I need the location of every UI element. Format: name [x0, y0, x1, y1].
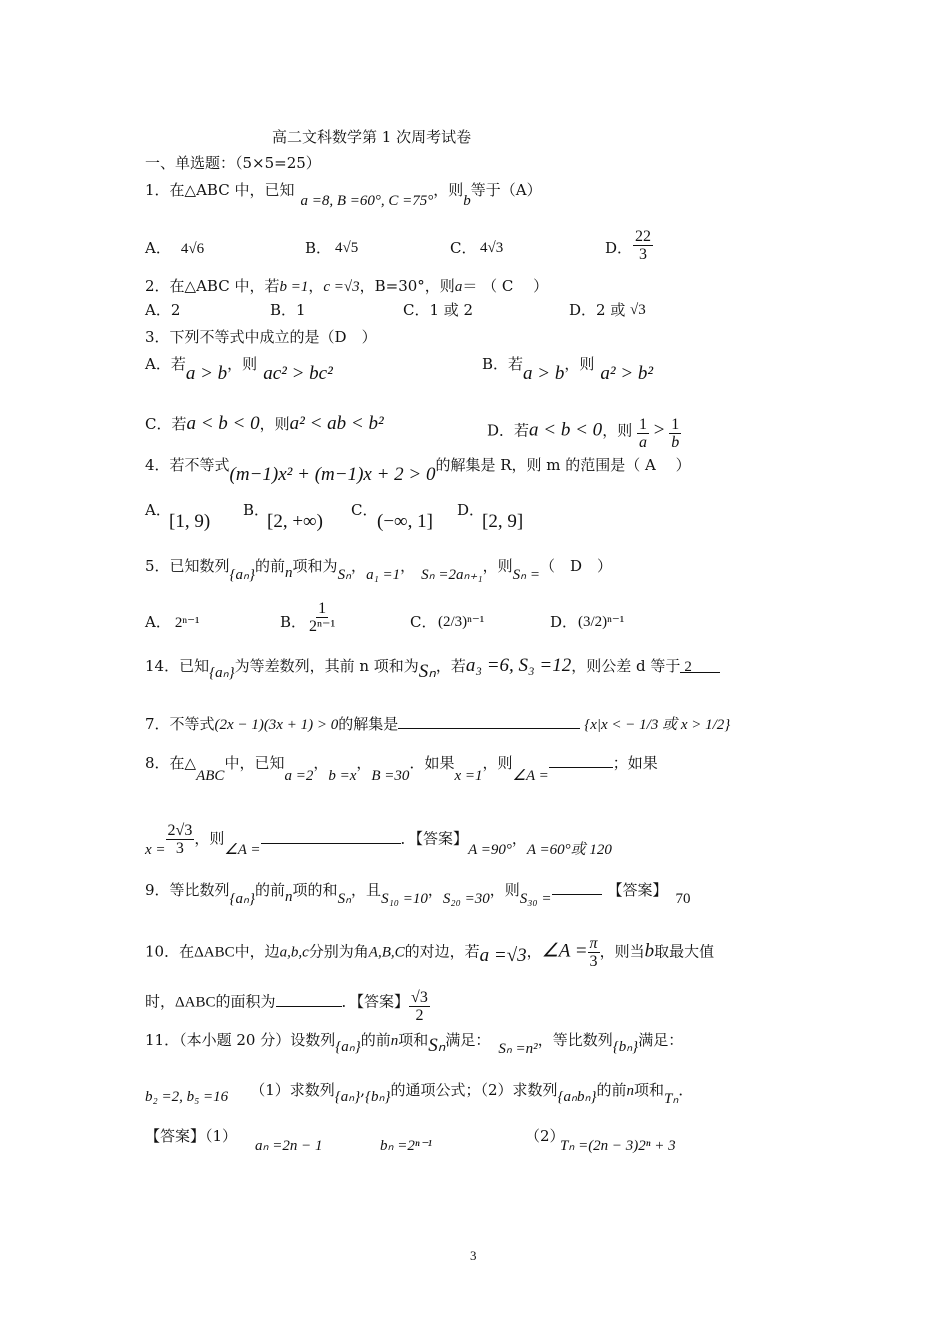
- q10-t1: 中，边: [234, 942, 280, 961]
- q10-ans-den: 2: [415, 1007, 424, 1024]
- q3-c-c2: a² < ab < b²: [289, 413, 384, 434]
- q8-c1: a =2: [284, 768, 314, 784]
- q8-blank-1: [549, 751, 613, 768]
- q3-d-frac2: [669, 416, 681, 451]
- q14-answer: 2: [684, 659, 692, 675]
- q4-opt-b-val: [2, +∞): [267, 511, 323, 532]
- question-2: [145, 276, 548, 297]
- q5-t1: 的前: [255, 557, 286, 575]
- q10-c2-den: 3: [589, 953, 598, 970]
- q7-expr: (2x − 1)(3x + 1) > 0: [214, 717, 339, 733]
- q9-t4: ，则: [489, 881, 520, 899]
- q11-an2: {aₙ}: [334, 1089, 361, 1105]
- question-3: 3．下列不等式中成立的是（D ）: [145, 328, 377, 346]
- q3-option-c: [145, 414, 384, 434]
- q10-line2b: 的面积为: [215, 992, 276, 1011]
- question-11-line2: [145, 1080, 694, 1107]
- q2-b: b =1: [279, 279, 309, 295]
- q9-t1: 的前: [255, 881, 286, 899]
- q2-label: 2．在△ABC 中，若: [145, 277, 280, 295]
- q11-n2: n: [626, 1083, 634, 1099]
- q9-sn: Sₙ: [337, 891, 352, 907]
- q10-c2: ∠A =: [541, 940, 588, 962]
- q10-blank: [276, 990, 342, 1007]
- question-4: [145, 455, 691, 485]
- q1-mid: ，则: [433, 181, 464, 199]
- q5-tail: （ D ）: [540, 557, 613, 575]
- q9-t2: 项的和: [292, 881, 338, 899]
- q2-a: a: [454, 279, 463, 295]
- q8-t6: ．【答案】: [400, 829, 469, 848]
- q10-ans-frac: [409, 989, 430, 1024]
- q1-opt-b-val: 4√5: [335, 240, 359, 256]
- q7-label: 7．不等式: [145, 715, 215, 733]
- q1-options: [145, 228, 705, 263]
- q5-t3: ，则: [482, 557, 513, 575]
- q1-opt-d-den: 3: [639, 246, 647, 263]
- q14-cond: a₃ =6, S₃ =12: [465, 655, 572, 676]
- q5-opt-b-frac: [307, 600, 337, 635]
- q4-opt-a-val: [1, 9): [169, 511, 211, 532]
- q1-condition: a =8, B =60°, C =75°: [300, 193, 434, 209]
- q1-var: b: [463, 193, 471, 209]
- q11-n: n: [390, 1033, 399, 1049]
- q11-t7: 的通项公式；（2）求数列: [390, 1081, 558, 1099]
- q5-sn: Sₙ: [337, 567, 352, 583]
- q1-opt-d: D．: [605, 239, 633, 257]
- q8-ans1: A =90°: [468, 841, 512, 858]
- q11-t3: 满足：: [445, 1031, 491, 1049]
- q8-t3: ，则: [482, 754, 513, 772]
- q10-c2-num: π: [589, 935, 598, 952]
- q11-t1: 的前: [360, 1031, 391, 1049]
- question-11: [145, 1030, 684, 1057]
- q14-t3: ，则公差 d 等于: [571, 657, 681, 675]
- question-11-answer: [145, 1126, 765, 1154]
- q9-an: {aₙ}: [229, 891, 256, 907]
- q8-x2-pre: x =: [145, 841, 166, 858]
- q8-label: 8．在△: [145, 754, 197, 772]
- q11-bn2: {bₙ}: [365, 1089, 391, 1105]
- q5-label: 5．已知数列: [145, 557, 230, 575]
- q4-options: [145, 500, 705, 532]
- q4-opt-a: A．: [145, 501, 171, 519]
- q5-opt-d: D．: [550, 613, 578, 631]
- q2-sep: ，: [308, 277, 324, 295]
- q9-blank: [552, 878, 602, 895]
- q10-tri: ΔABC: [194, 944, 235, 961]
- q10-t2: 分别为角: [308, 942, 369, 961]
- q11-sn: Sₙ: [428, 1035, 446, 1056]
- q2-rest: ，B=30°，则: [359, 277, 455, 295]
- q5-c1: a₁ =1: [366, 567, 401, 583]
- q2-opt-c: C．1 或 2: [403, 301, 474, 319]
- q1-opt-d-frac: [633, 228, 653, 263]
- q5-opt-a-val: 2ⁿ⁻¹: [174, 615, 200, 631]
- q10-c1: a =√3: [479, 944, 527, 966]
- q3-d-pre: D．若: [487, 421, 530, 440]
- q2-c: c =√3: [323, 279, 360, 295]
- q2-opt-d-val: √3: [630, 302, 646, 318]
- q5-sn2: Sₙ =: [512, 567, 541, 583]
- q5-opt-c-val: (2/3)ⁿ⁻¹: [438, 614, 485, 630]
- section-heading: 一、单选题：（5×5=25）: [145, 154, 321, 172]
- q8-angle2: ∠A =: [224, 841, 261, 858]
- q8-ans2: A =60°或 120: [526, 841, 612, 858]
- q3-d-num1: 1: [638, 416, 647, 433]
- q11-ans2: bₙ =2ⁿ⁻¹: [380, 1138, 432, 1154]
- q11-ans3: Tₙ =(2n − 3)2ⁿ + 3: [560, 1138, 676, 1154]
- q9-n: n: [285, 889, 293, 905]
- q5-opt-b: B．: [280, 613, 307, 631]
- q9-c1: S₁₀ =10: [381, 891, 428, 907]
- q2-opt-d: D．2 或: [569, 301, 626, 319]
- q14-t2: ，若: [435, 657, 466, 675]
- q11-bn: {bₙ}: [612, 1039, 639, 1055]
- q11-label: 11．（本小题 20 分）设数列: [145, 1031, 336, 1049]
- q4-opt-c-val: (−∞, 1]: [377, 511, 433, 532]
- page-number: 3: [470, 1248, 477, 1263]
- q3-c-c1: a < b < 0: [186, 413, 260, 434]
- q11-t4: ，等比数列: [537, 1031, 613, 1049]
- q14-t1: 为等差数列，其前 n 项和为: [234, 657, 419, 675]
- q3-option-d: [487, 414, 681, 449]
- q11-an: {aₙ}: [335, 1039, 361, 1055]
- q7-answer-blank: [398, 712, 580, 729]
- q8-abc: ABC: [196, 768, 225, 784]
- q3-d-num2: 1: [671, 416, 680, 433]
- q14-sn: Sₙ: [418, 661, 436, 682]
- q10-c2-frac: [588, 935, 600, 970]
- q3-d-gt: >: [653, 419, 665, 441]
- q10-t3: 的对边，若: [404, 942, 480, 961]
- q3-d-frac1: [637, 416, 649, 451]
- q11-c1: Sₙ =n²: [498, 1041, 538, 1057]
- q4-opt-b: B．: [243, 501, 270, 519]
- q11-ans1: aₙ =2n − 1: [255, 1138, 323, 1154]
- q8-t4: ；如果: [612, 754, 658, 772]
- q3-b-c2: a² > b²: [600, 363, 654, 384]
- q11-t9: 项和: [634, 1081, 665, 1099]
- q5-opt-c: C．: [410, 613, 437, 631]
- q11-t2: 项和: [398, 1031, 429, 1049]
- q9-c2: S₂₀ =30: [442, 891, 490, 907]
- q3-c-pre: C．若: [145, 415, 187, 433]
- q5-c2: Sₙ =2aₙ₊₁: [421, 567, 483, 583]
- q10-tri2: ΔABC: [175, 994, 216, 1011]
- q3-b-c1: a > b: [523, 363, 565, 384]
- q11-t5: 满足：: [638, 1031, 684, 1049]
- q1-opt-d-num: 22: [635, 228, 651, 245]
- q8-angle: ∠A =: [512, 768, 549, 784]
- q3-d-den1: a: [638, 434, 647, 451]
- q9-s30: S₃₀ =: [519, 891, 552, 907]
- question-7: [145, 712, 730, 735]
- q1-label: 1．在△ABC 中，已知: [145, 181, 295, 199]
- q5-opt-b-den: 2ⁿ⁻¹: [309, 618, 336, 635]
- q11-comma: ,: [360, 1081, 365, 1099]
- q5-opt-d-val: (3/2)ⁿ⁻¹: [578, 614, 625, 630]
- q14-answer-blank: [680, 656, 720, 673]
- question-14: [145, 655, 720, 682]
- q5-opt-a: A．: [145, 613, 171, 631]
- q11-c2: b₂ =2, b₅ =16: [145, 1089, 229, 1105]
- q10-label: 10．在: [145, 942, 195, 961]
- q5-opt-b-num: 1: [318, 600, 327, 617]
- question-5: 5．已知数列{aₙ}的前n项和为Sₙ，a₁ =1， Sₙ =2aₙ₊₁，则Sₙ =（ D ）: [145, 557, 613, 583]
- q11-t10: ．: [678, 1081, 694, 1099]
- q11-ans3-label: （2）: [525, 1127, 565, 1145]
- q7-t1: 的解集是: [338, 715, 399, 733]
- q1-opt-c: C．: [450, 239, 477, 257]
- question-9: 9．等比数列{aₙ}的前n项的和Sₙ，且S₁₀ =10，S₂₀ =30，则S₃₀ = 【答案】 70: [145, 878, 691, 901]
- q2-opt-b: B．1: [270, 301, 306, 319]
- q10-ans-num: √3: [411, 989, 428, 1006]
- q2-tail: ＝ （ C ）: [462, 277, 549, 295]
- q10-abc: a,b,c: [279, 944, 309, 961]
- q8-x2-frac: [166, 822, 195, 857]
- q8-c2: b =x: [328, 768, 357, 784]
- q1-opt-a-val: 4√6: [180, 241, 205, 257]
- q3-c-mid: ，则: [259, 415, 290, 433]
- q3-a-mid: ，则: [227, 355, 258, 373]
- q11-tn: Tₙ: [664, 1091, 679, 1107]
- q1-opt-b: B．: [305, 239, 332, 257]
- q4-opt-c: C．: [351, 501, 378, 519]
- q4-tail: 的解集是 R，则 m 的范围是（ A ）: [435, 456, 691, 474]
- q5-options: [145, 600, 705, 635]
- q10-line2a: 时，: [145, 992, 176, 1011]
- q11-ans-label: 【答案】（1）: [145, 1127, 238, 1145]
- q3-a-c2: ac² > bc²: [263, 363, 333, 384]
- q4-expr: (m−1)x² + (m−1)x + 2 > 0: [229, 464, 436, 485]
- question-1: [145, 180, 542, 209]
- q8-x1: x =1: [454, 768, 483, 784]
- q10-ABC: A,B,C: [368, 944, 405, 961]
- q1-opt-c-val: 4√3: [480, 240, 504, 256]
- q11-t8: 的前: [596, 1081, 627, 1099]
- q8-x2-den: 3: [175, 840, 184, 857]
- q8-c3: B =30: [371, 768, 410, 784]
- q3-b-pre: B．若: [482, 355, 524, 373]
- q3-option-b: [482, 354, 654, 384]
- q3-a-pre: A．若: [145, 355, 186, 373]
- q3-a-c1: a > b: [185, 363, 228, 384]
- q10-t5: 取最大值: [654, 942, 715, 961]
- q11-anbn: {aₙbₙ}: [557, 1089, 597, 1105]
- q9-ans: 70: [675, 891, 691, 907]
- question-10-line2: [145, 985, 430, 1024]
- q3-d-den2: b: [671, 434, 680, 451]
- q11-t6: （1）求数列: [250, 1081, 335, 1099]
- q8-t2: ．如果: [409, 754, 455, 772]
- q14-an: {aₙ}: [209, 665, 235, 681]
- q7-answer: {x|x < − 1/3 或 x > 1/2}: [584, 717, 731, 733]
- q5-an: {aₙ}: [229, 567, 256, 583]
- q14-label: 14．已知: [145, 657, 210, 675]
- q9-label: 9．等比数列: [145, 881, 230, 899]
- q8-x2-num: 2√3: [167, 822, 193, 839]
- q9-t3: ，且: [351, 881, 382, 899]
- q5-n: n: [285, 565, 293, 581]
- q3-d-c1: a < b < 0: [529, 419, 603, 441]
- q8-blank-2: [261, 827, 401, 844]
- q4-opt-d-val: [2, 9]: [482, 511, 524, 532]
- q2-opt-a: A．2: [145, 301, 181, 319]
- q9-t5: 【答案】: [607, 881, 668, 899]
- q8-t1: 中，已知: [224, 754, 285, 772]
- q4-label: 4．若不等式: [145, 456, 230, 474]
- q3-d-mid: ，则: [602, 421, 633, 440]
- page-title: 高二文科数学第 1 次周考试卷: [272, 128, 472, 146]
- q1-opt-a: A．: [145, 239, 171, 257]
- q3-b-mid: ，则: [564, 355, 595, 373]
- question-10: 10．在ΔABC中，边a,b,c分别为角A,B,C的对边，若a =√3，∠A = $\frac{\pi}{3}$ ，则当b取最大值: [145, 935, 715, 970]
- q10-b: b: [644, 940, 655, 962]
- q10-t6: ．【答案】: [341, 992, 410, 1011]
- q5-t2: 项和为: [292, 557, 338, 575]
- q10-t4: ，则当: [599, 942, 645, 961]
- question-8-line2: x = $\frac{2√3}{3}$ ，则∠A =．【答案】A =90°，A =60°或 120: [145, 822, 612, 858]
- q8-t5: ，则: [194, 829, 225, 848]
- q3-option-a: [145, 354, 333, 384]
- q1-tail: 等于（A）: [470, 181, 542, 199]
- q2-options: [145, 300, 705, 320]
- question-8: 8．在△ABC中，已知a =2，b =x，B =30．如果x =1，则∠A =；如果: [145, 751, 658, 774]
- q4-opt-d: D．: [457, 501, 485, 519]
